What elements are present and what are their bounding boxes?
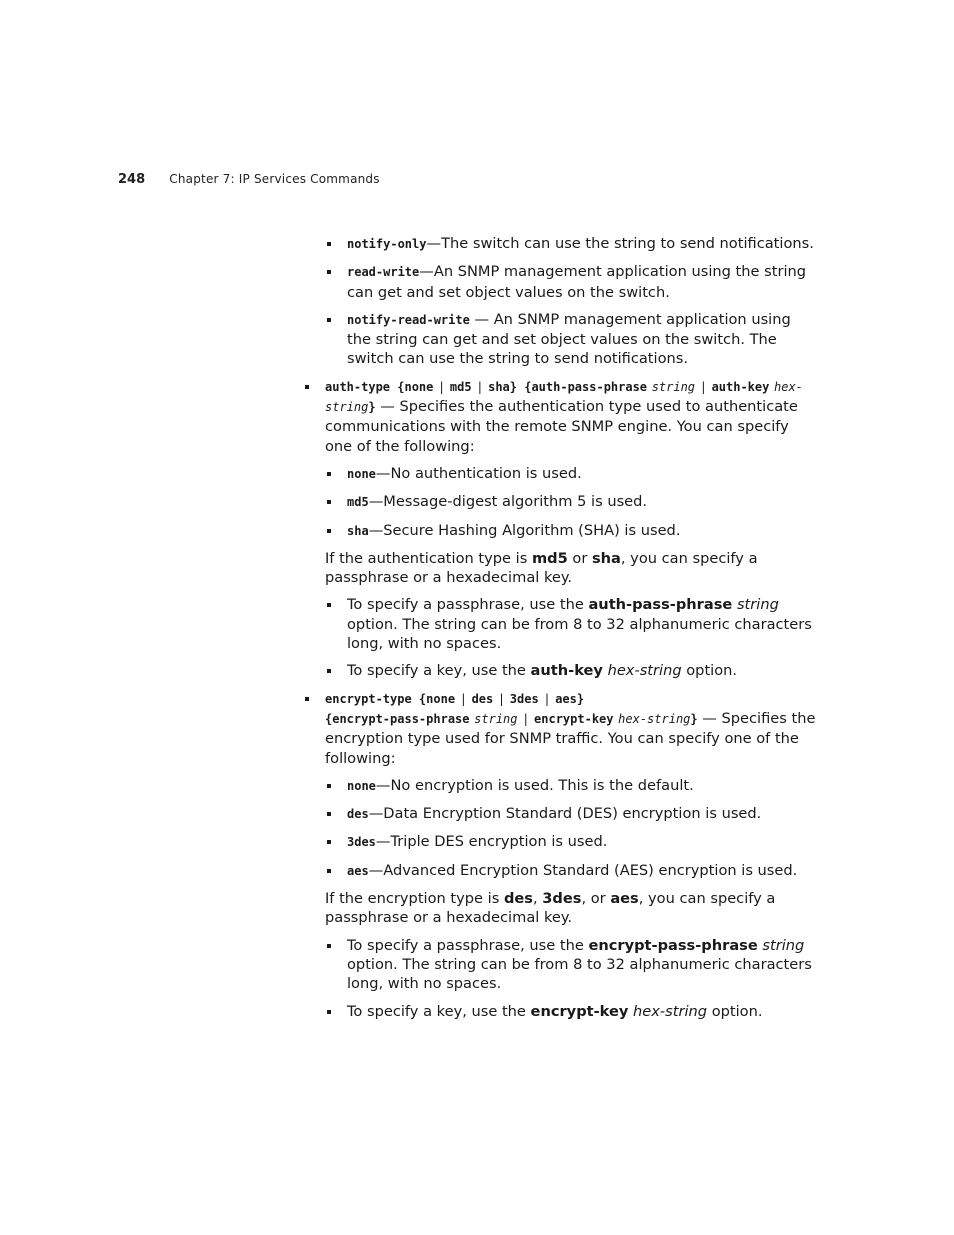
italic-text: hex-string [607,662,682,680]
separator: | [543,691,551,706]
text: option. [681,662,738,680]
item-description: —An SNMP management application using the string can get and set object values on the switch. [347,263,807,301]
keyword: encrypt-key [534,711,614,726]
keyword: {encrypt-pass-phrase [325,711,470,726]
separator: | [459,691,467,706]
item-description: — An SNMP management application using the string can get and set object values on the switch. The switch can use the string to send notifications. [347,310,791,368]
bold-text: des [503,890,533,908]
bold-text: auth-pass-phrase [588,596,733,614]
list-item-enc-none [303,776,818,796]
text: To specify a passphrase, use the [347,596,589,614]
bold-text: encrypt-key [530,1002,629,1020]
bullet-icon [327,529,331,533]
separator: | [522,711,530,726]
bullet-icon [327,472,331,476]
list-item-enc-aes [303,861,818,881]
list-item-enc-des [303,804,818,824]
argument: string [651,379,696,394]
list-item-auth-key [303,661,818,680]
list-item-auth-type [303,377,818,456]
list-item-enc-3des [303,832,818,852]
keyword: } [368,400,376,415]
keyword: 3des [347,835,376,850]
item-description: —Message-digest algorithm 5 is used. [368,493,648,511]
italic-text: hex-string [633,1002,708,1020]
text: If the authentication type is [325,549,532,567]
text: option. [707,1002,763,1020]
separator: | [497,691,506,706]
list-item-auth-passphrase [303,595,818,653]
list-item-auth-sha [303,521,818,541]
bullet-icon [327,1010,331,1014]
list-item-enc-passphrase [303,936,818,994]
text: option. The string can be from 8 to 32 alphanumeric characters long, with no spaces. [347,955,812,993]
argument: hex-string [618,711,691,726]
keyword: auth-type {none [325,379,434,394]
list-item-notify-read-write [303,310,818,369]
bullet-icon [327,270,331,274]
chapter-title: Chapter 7: IP Services Commands [169,172,380,186]
keyword: aes} [555,691,585,706]
text: option. The string can be from 8 to 32 alphanumeric characters long, with no spaces. [347,615,812,653]
page-number: 248 [118,172,146,187]
list-item-notify-only [303,234,818,254]
bold-text: 3des [542,890,582,908]
auth-paragraph [303,549,818,588]
item-description: — Specifies the authentication type used to authenticate communications with the remote SNMP engine. You can specify one of the following: [325,398,798,455]
keyword: md5 [347,495,369,510]
text: , you can specify a passphrase or a hexadecimal key. [325,890,776,927]
keyword: aes [347,863,369,878]
keyword: none [347,466,376,481]
text: To specify a key, use the [347,662,531,680]
bullet-icon [305,697,309,701]
item-description: —Data Encryption Standard (DES) encryption is used. [368,805,762,823]
bold-text: aes [610,890,639,908]
text: To specify a key, use the [347,1002,531,1020]
argument: string [474,711,518,726]
bullet-icon [327,500,331,504]
item-description: —Triple DES encryption is used. [375,833,608,851]
item-description: —No encryption is used. This is the default. [375,776,694,794]
keyword: des [347,807,369,822]
keyword: encrypt-type {none [325,691,456,706]
bullet-icon [327,318,331,322]
item-description: —Advanced Encryption Standard (AES) encryption is used. [368,861,798,879]
list-item-encrypt-type [303,689,818,768]
page-header [118,172,380,187]
keyword: 3des [509,691,539,706]
bullet-icon [327,784,331,788]
text: or [567,549,592,567]
bullet-icon [305,385,309,389]
item-description: — Specifies the encryption type used for SNMP traffic. You can specify one of the following: [325,709,816,767]
text: , [532,890,543,908]
bold-text: auth-key [530,662,603,680]
keyword: none [347,778,376,793]
list-item-read-write [303,262,818,302]
list-item-auth-md5 [303,492,818,512]
bullet-icon [327,669,331,673]
bullet-icon [327,944,331,948]
item-description: —No authentication is used. [375,464,582,482]
bold-text: sha [591,549,621,567]
keyword: sha [347,523,369,538]
bullet-icon [327,603,331,607]
page-body [303,234,818,1021]
list-item-auth-none [303,464,818,484]
separator: | [699,379,707,394]
text: , you can specify a passphrase or a hexadecimal key. [325,549,758,587]
text: To specify a passphrase, use the [347,936,589,954]
separator: | [438,379,446,394]
text: , or [581,890,611,908]
keyword: } [690,711,698,726]
encrypt-paragraph [303,889,818,928]
keyword: read-write [347,265,420,280]
list-item-enc-key [303,1002,818,1021]
item-description: —The switch can use the string to send notifications. [426,235,814,252]
argument: hex-string [325,379,803,415]
keyword: des [471,691,494,706]
italic-text: string [762,936,805,954]
keyword: sha} {auth-pass-phrase [488,379,648,394]
separator: | [476,379,484,394]
text: If the encryption type is [325,890,504,908]
bullet-icon [327,869,331,873]
bullet-icon [327,242,331,246]
keyword: md5 [449,379,472,394]
italic-text: string [736,596,779,614]
keyword: notify-only [347,237,427,251]
bold-text: encrypt-pass-phrase [588,936,758,954]
keyword: auth-key [711,379,770,394]
bullet-icon [327,812,331,816]
keyword: notify-read-write [347,312,470,327]
item-description: —Secure Hashing Algorithm (SHA) is used. [368,521,681,539]
bold-text: md5 [531,549,568,567]
bullet-icon [327,840,331,844]
